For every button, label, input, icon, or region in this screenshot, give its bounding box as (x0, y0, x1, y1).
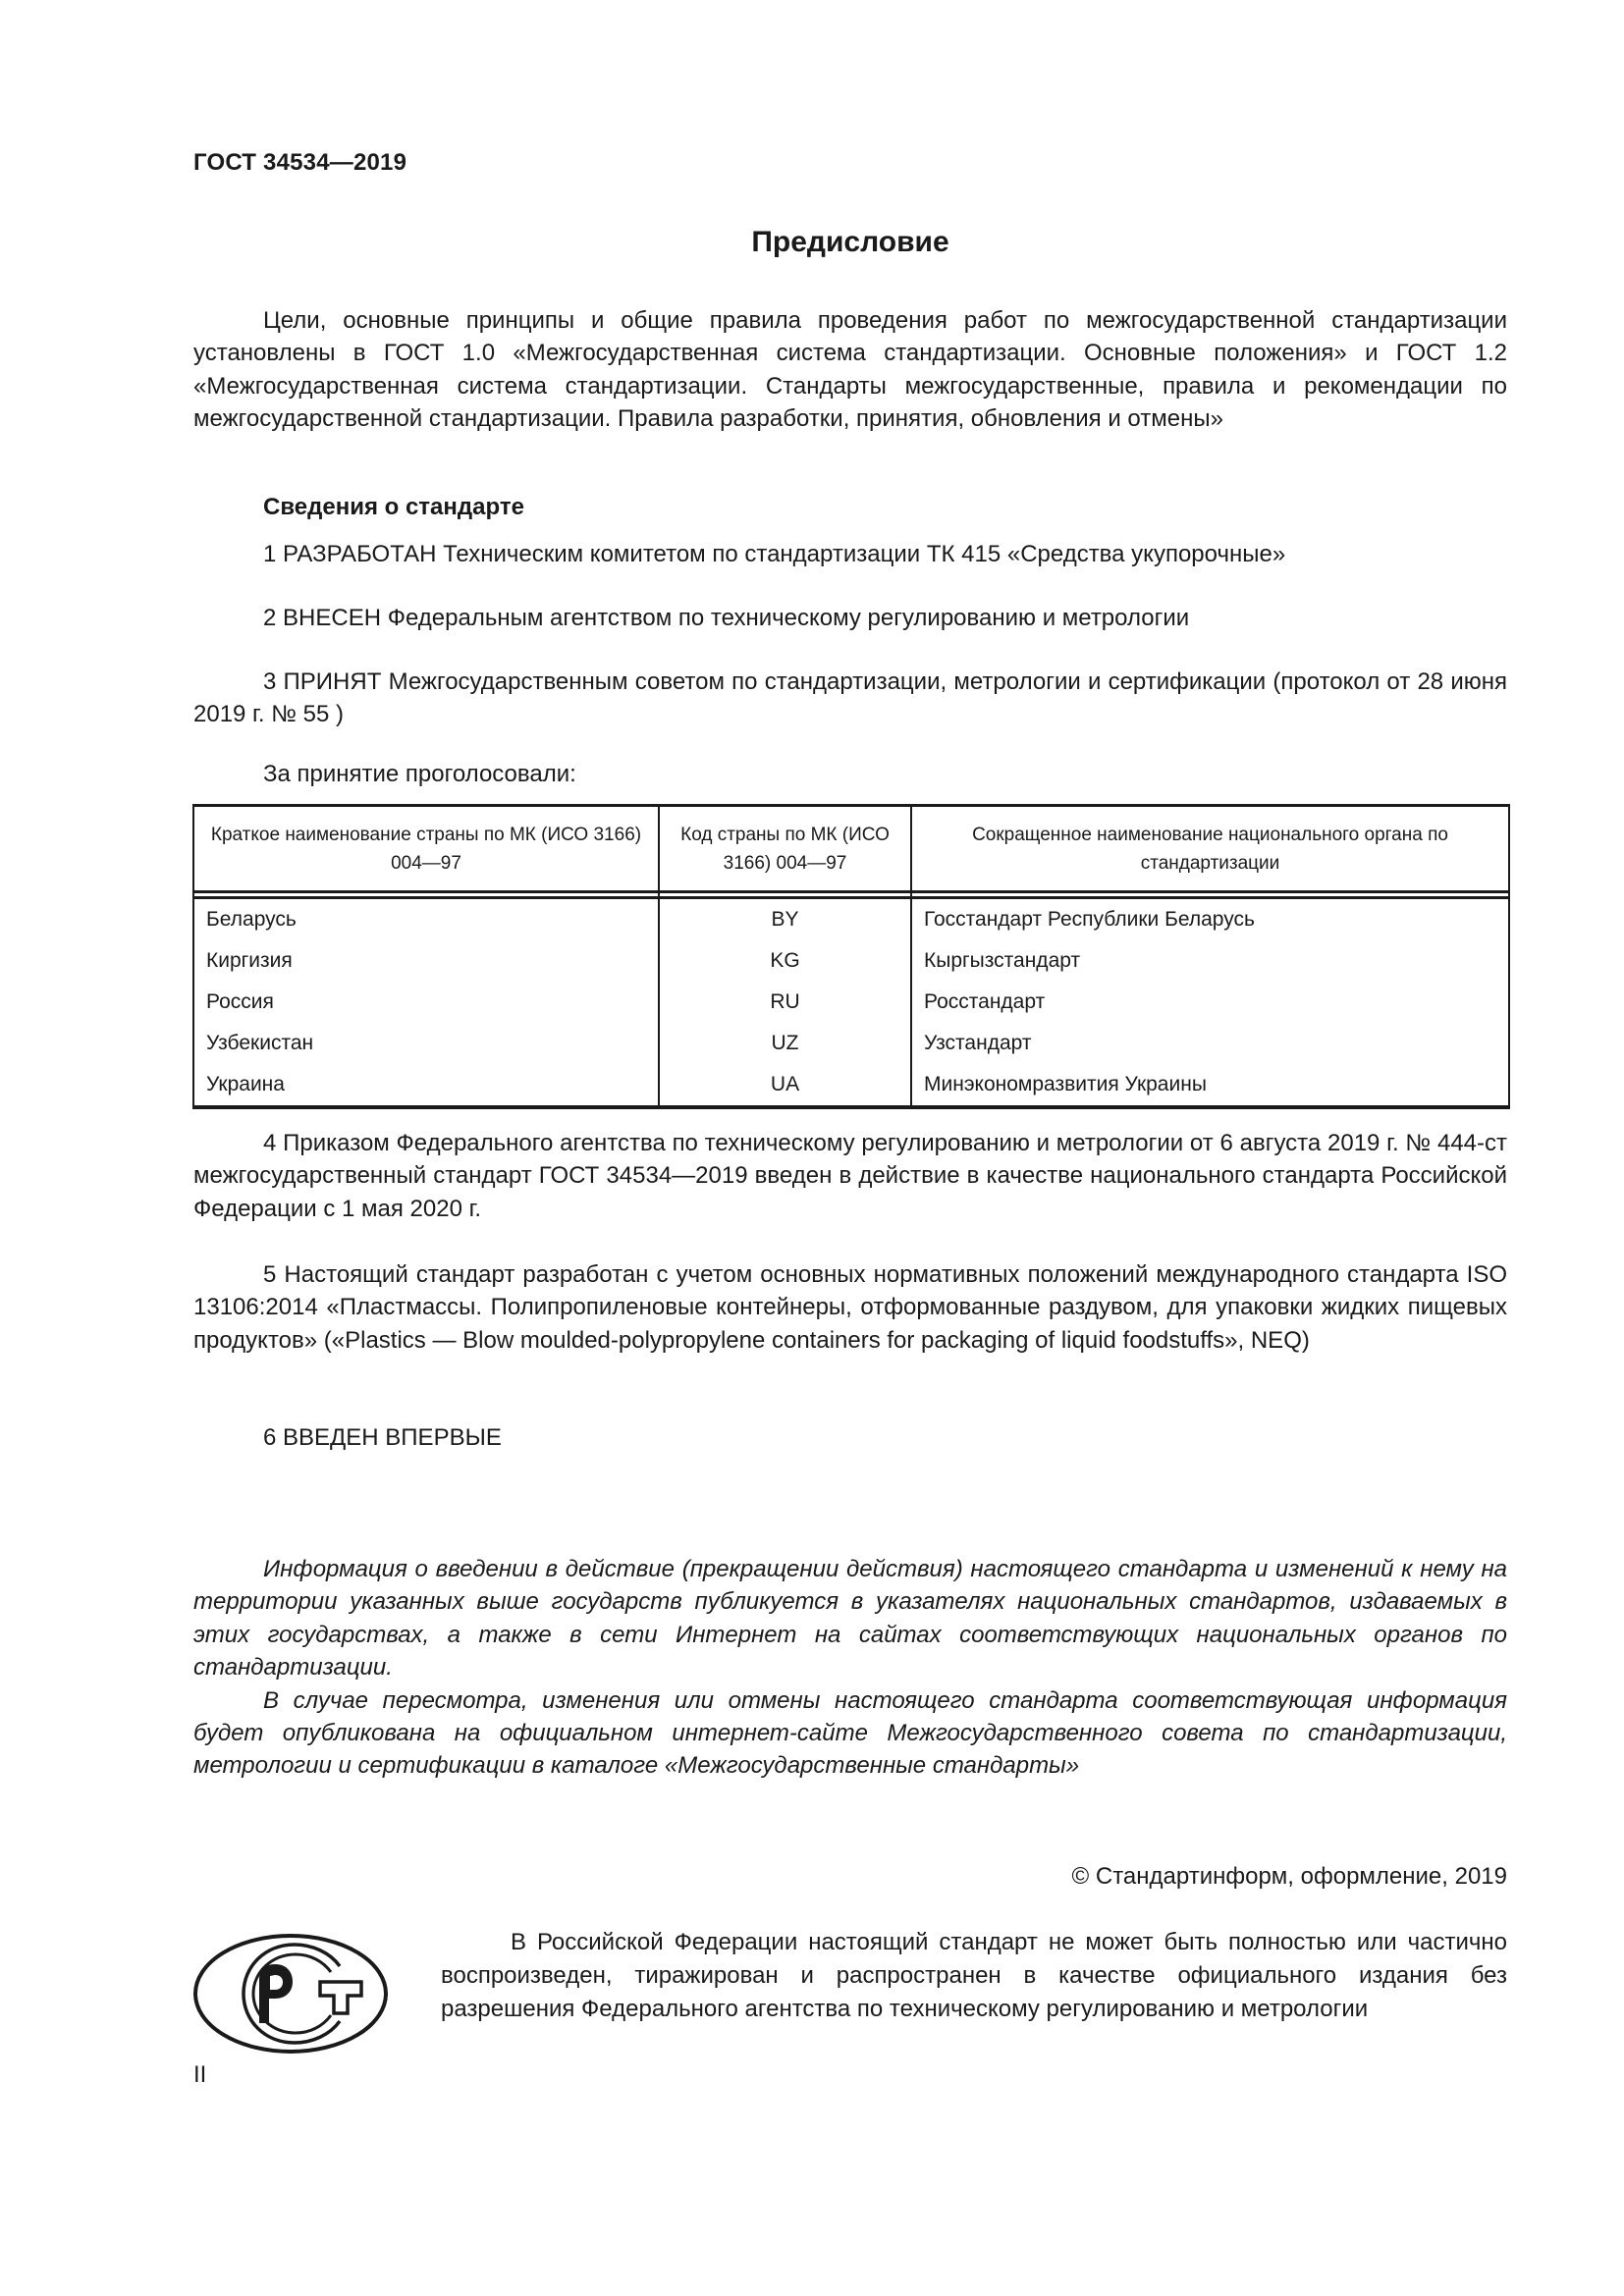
table-header-row (193, 806, 1509, 892)
table-header-body: Сокращенное наименование национального органа по стандартизации (911, 806, 1509, 892)
info-item-3: 3 ПРИНЯТ Межгосударственным советом по стандартизации, метрологии и сертификации (протокол от 28 июня 2019 г. № 55 ) (193, 668, 1507, 728)
notice-paragraph-2: В случае пересмотра, изменения или отмены настоящего стандарта соответствующая информация будет опубликована на официальном интернет-сайте Межгосударственного совета по стандартизации, метрологии и сертификации в каталоге «Межгосударственные стандарты» (193, 1686, 1507, 1780)
table-header-country: Краткое наименование страны по МК (ИСО 3166) 004—97 (193, 806, 659, 892)
cell-country: Россия (193, 982, 659, 1023)
info-item-4: 4 Приказом Федерального агентства по техническому регулированию и метрологии от 6 августа 2019 г. № 444-ст межгосударственный стандарт ГОСТ 34534—2019 введен в действие в качестве национального стандарта Российской Федерации с 1 мая 2020 г. (193, 1130, 1507, 1222)
cell-body: Кыргызстандарт (911, 940, 1509, 982)
cell-country: Киргизия (193, 940, 659, 982)
table-row (193, 898, 1509, 941)
cell-country: Узбекистан (193, 1023, 659, 1064)
info-item-2-block (193, 602, 1507, 634)
cell-code: KG (659, 940, 911, 982)
info-item-4-block (193, 1127, 1507, 1225)
cell-code: RU (659, 982, 911, 1023)
cell-code: UZ (659, 1023, 911, 1064)
info-heading-block (193, 491, 1507, 523)
page-number: II (193, 2061, 207, 2088)
cell-body: Госстандарт Республики Беларусь (911, 898, 1509, 941)
info-item-5: 5 Настоящий стандарт разработан с учетом основных нормативных положений международного стандарта ISO 13106:2014 «Пластмассы. Полипропиленовые контейнеры, отформованные раздувом, для упаковки жидких пищевых продуктов» («Plastics — Blow moulded-polypropylene containers for packaging of liquid foodstuffs», NEQ) (193, 1261, 1507, 1354)
vote-label: За принятие проголосовали: (263, 761, 576, 787)
cell-body: Минэкономразвития Украины (911, 1064, 1509, 1107)
notice-paragraph-1: Информация о введении в действие (прекращении действия) настоящего стандарта и изменений к нему на территории указанных выше государств публикуется в указателях национальных стандартов, издаваемых в этих государствах, а также в сети Интернет на сайтах соответствующих национальных органов по стандартизации. (193, 1556, 1507, 1682)
voting-table (192, 804, 1510, 1109)
info-item-2: 2 ВНЕСЕН Федеральным агентством по техническому регулированию и метрологии (263, 605, 1190, 631)
table-header-code: Код страны по МК (ИСО 3166) 004—97 (659, 806, 911, 892)
cell-body: Росстандарт (911, 982, 1509, 1023)
intro-paragraph: Цели, основные принципы и общие правила проведения работ по межгосударственной стандартизации установлены в ГОСТ 1.0 «Межгосударственная система стандартизации. Основные положения» и ГОСТ 1.2 «Межгосударственная система стандартизации. Стандарты межгосударственные, правила и рекомендации по межгосударственной стандартизации. Правила разработки, принятия, обновления и отмены» (193, 307, 1507, 433)
intro-section (193, 304, 1507, 436)
notice-section (193, 1553, 1507, 1783)
cell-code: BY (659, 898, 911, 941)
vote-label-block (193, 758, 1507, 790)
cell-body: Узстандарт (911, 1023, 1509, 1064)
info-item-1: 1 РАЗРАБОТАН Техническим комитетом по стандартизации ТК 415 «Средства укупорочные» (263, 541, 1286, 567)
gost-r-logo-icon (192, 1933, 389, 2055)
document-code-header: ГОСТ 34534—2019 (193, 149, 407, 176)
page-title: Предисловие (751, 226, 949, 258)
cell-country: Украина (193, 1064, 659, 1107)
info-item-1-block (193, 538, 1507, 570)
table-row (193, 1064, 1509, 1107)
cell-code: UA (659, 1064, 911, 1107)
table-row (193, 982, 1509, 1023)
info-item-6-block (193, 1421, 1507, 1454)
legal-paragraph: В Российской Федерации настоящий стандарт не может быть полностью или частично воспроизведен, тиражирован и распространен в качестве официального издания без разрешения Федерального агентства по техническому регулированию и метрологии (441, 1929, 1507, 2022)
legal-notice (441, 1926, 1507, 2025)
copyright-line: © Стандартинформ, оформление, 2019 (1071, 1863, 1507, 1890)
info-heading: Сведения о стандарте (263, 494, 524, 520)
info-item-5-block (193, 1258, 1507, 1357)
table-row (193, 940, 1509, 982)
info-item-6: 6 ВВЕДЕН ВПЕРВЫЕ (263, 1424, 502, 1451)
cell-country: Беларусь (193, 898, 659, 941)
table-row (193, 1023, 1509, 1064)
info-item-3-block (193, 666, 1507, 731)
